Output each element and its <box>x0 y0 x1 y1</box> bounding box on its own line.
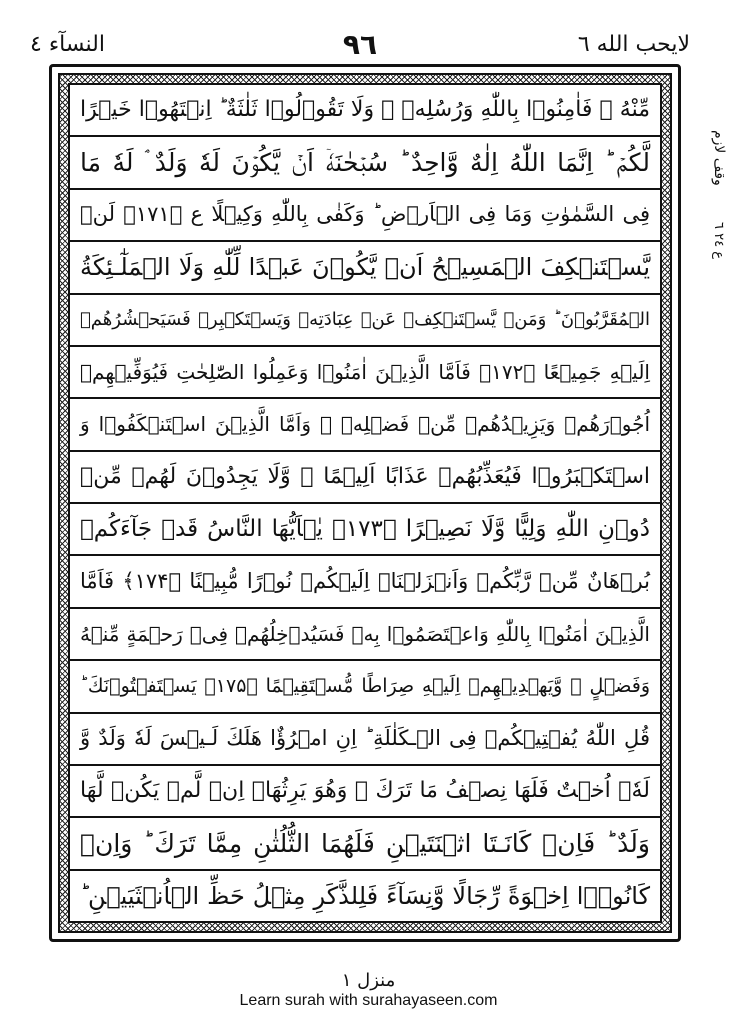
verse-line-text: بُرۡهَانٌ مِّنۡ رَّبِّكُمۡ وَاَنۡزَلۡنَاۤ اِلَيۡكُمۡ نُوۡرًا مُّبِيۡنًا ﴿۱۷۴﴾ فَاَمَّا <box>80 569 650 594</box>
verse-line-text: فِى السَّمٰوٰتِ وَمَا فِى الۡاَرۡضِ ؕ وَكَفٰى بِاللّٰهِ وَكِيۡلًا ع ﴿۱۷۱﴾ لَنۡ <box>80 202 650 227</box>
verse-line-text: وَلَدٌ ؕ فَاِنۡ كَانَـتَا اثۡنَتَيۡنِ فَلَهُمَا الثُّلُثٰنِ مِمَّا تَرَكَ ؕ وَاِنۡ <box>80 828 650 858</box>
verse-line <box>70 137 660 189</box>
verse-line-text: قُلِ اللّٰهُ يُفۡتِيۡكُمۡ فِى الۡـكَلٰلَةِ ؕ اِنِ امۡرُؤٌا هَلَكَ لَـيۡسَ لَهٗ وَلَدٌ وَّ <box>80 726 650 751</box>
verse-line <box>70 452 660 504</box>
verse-line <box>70 399 660 451</box>
verse-line <box>70 818 660 870</box>
juz-name: لايحب الله ٦ <box>577 32 690 57</box>
verse-line-text: الَّذِيۡنَ اٰمَنُوۡا بِاللّٰهِ وَاعۡتَصَمُوۡا بِهٖ فَسَيُدۡخِلُهُمۡ فِىۡ رَحۡمَةٍ مِّنۡهُ <box>80 621 650 646</box>
decorative-border <box>58 73 672 933</box>
verse-line-text: اُجُوۡرَهُمۡ وَيَزِيۡدُهُمۡ مِّنۡ فَضۡلِهٖ ۚ وَاَمَّا الَّذِيۡنَ اسۡتَنۡكَفُوۡا وَ <box>80 412 650 437</box>
verse-line-text: يَّسۡتَنۡكِفَ الۡمَسِيۡحُ اَنۡ يَّكُوۡنَ عَبۡدًا لِّلّٰهِ وَلَا الۡمَلٰٓـئِكَةُ <box>80 253 650 282</box>
verse-line-text: دُوۡنِ اللّٰهِ وَلِيًّا وَّلَا نَصِيۡرًا ﴿۱۷۳﴾ يٰۤاَيُّهَا النَّاسُ قَدۡ جَآءَكُمۡ <box>80 515 650 542</box>
verse-line <box>70 347 660 399</box>
verse-line <box>70 504 660 556</box>
verse-line <box>70 242 660 294</box>
verse-line-text: لَهٗۤ اُخۡتٌ فَلَهَا نِصۡفُ مَا تَرَكَ ۚ وَهُوَ يَرِثُهَاۤ اِنۡ لَّمۡ يَكُنۡ لَّهَا <box>80 778 650 804</box>
margin-note-waqf: وقف لازم <box>711 130 727 186</box>
surah-name: النسآء ٤ <box>30 32 105 57</box>
page-header <box>30 28 690 60</box>
page-number: ٩٦ <box>342 28 378 61</box>
site-credit: Learn surah with surahayaseen.com <box>239 992 498 1009</box>
verse-line <box>70 556 660 608</box>
verse-line <box>70 609 660 661</box>
verse-line-text: اِلَيۡهِ جَمِيۡعًا ﴿۱۷۲﴾ فَاَمَّا الَّذِيۡنَ اٰمَنُوۡا وَعَمِلُوا الصّٰلِحٰتِ فَيُوَفِّيۡهِمۡ <box>80 360 650 385</box>
verse-line-text: اسۡتَكۡبَرُوۡا فَيُعَذِّبُهُمۡ عَذَابًا اَلِيۡمًا ۙ وَّلَا يَجِدُوۡنَ لَهُمۡ مِّنۡ <box>80 463 650 489</box>
verse-line-text: لَّكُمۡ ؕ اِنَّمَا اللّٰهُ اِلٰهٌ وَّاحِدٌ ؕ سُبۡحٰنَهٗۤ اَنۡ يَّكُوۡنَ لَهٗ وَلَدٌ ۘ لَهٗ مَا <box>80 148 650 178</box>
verse-line <box>70 766 660 818</box>
verse-line-text: كَانُوۡۤا اِخۡوَةً رِّجَالًا وَّنِسَآءً فَلِلذَّكَرِ مِثۡلُ حَظِّ الۡاُنۡثَيَيۡنِ ؕ <box>80 881 650 910</box>
verse-lines <box>68 83 662 923</box>
verse-line <box>70 871 660 921</box>
verse-line <box>70 295 660 347</box>
verse-line-text: الۡمُقَرَّبُوۡنَ ؕ وَمَنۡ يَّسۡتَنۡكِفۡ عَنۡ عِبَادَتِهٖ وَيَسۡتَكۡبِرۡ فَسَيَحۡشُرُهُمۡ <box>80 308 650 330</box>
verse-line-text: مِّنْهُ ۡ فَاٰمِنُوۡا بِاللّٰهِ وَرُسُلِهٖ ۚ وَلَا تَقُوۡلُوۡا ثَلٰثَةٌ ؕ اِنۡتَهُوۡا خَيۡرًا <box>80 97 650 123</box>
margin-note-ruku: ع ٢٤ ٦ <box>711 222 726 259</box>
quran-text-frame <box>49 64 681 942</box>
manzil-label: منزل ١ <box>341 970 396 991</box>
verse-line <box>70 714 660 766</box>
verse-line <box>70 190 660 242</box>
verse-line <box>70 85 660 137</box>
verse-line-text: وَفَضۡلٍ ۙ وَّيَهۡدِيۡهِمۡ اِلَيۡهِ صِرَاطًا مُّسۡتَقِيۡمًا ﴿۱۷۵﴾ يَسۡتَفۡتُوۡنَكَ ؕ <box>80 674 650 697</box>
verse-line <box>70 661 660 713</box>
